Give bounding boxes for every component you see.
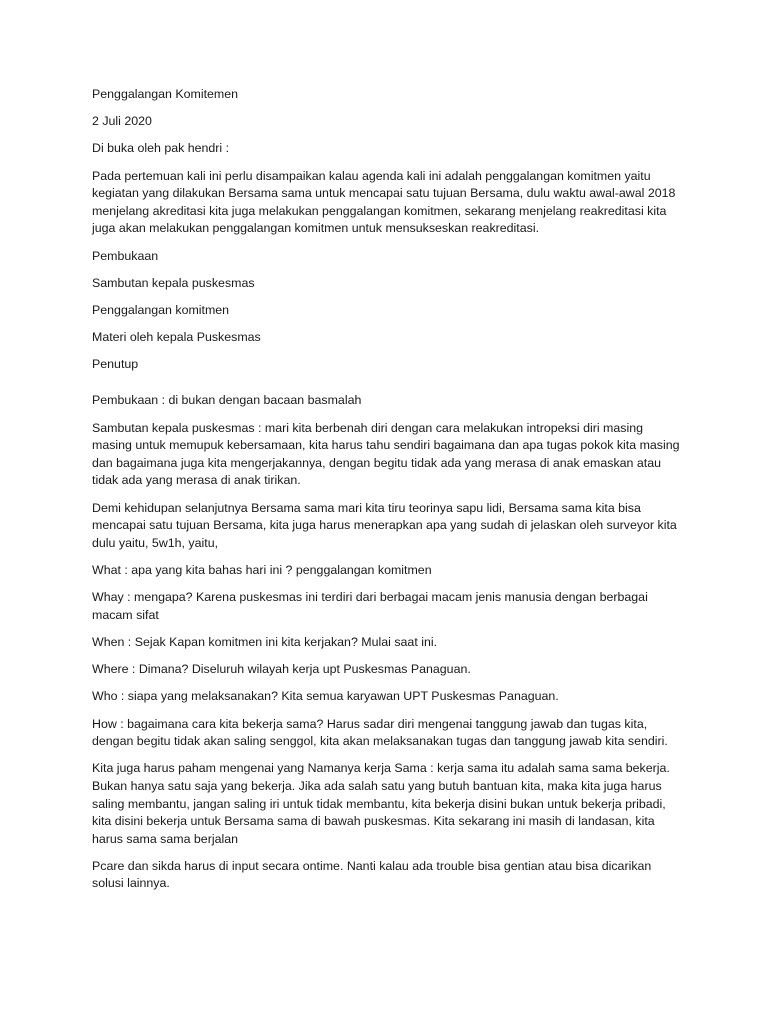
- agenda-item: Penutup: [92, 357, 139, 372]
- paragraph-who: Who : siapa yang melaksanakan? Kita semua karyawan UPT Puskesmas Panaguan.: [92, 689, 559, 704]
- paragraph-what: What : apa yang kita bahas hari ini ? penggalangan komitmen: [92, 563, 432, 577]
- agenda-item: Sambutan kepala puskesmas: [92, 275, 255, 290]
- document-title: Penggalangan Komitemen: [92, 87, 239, 101]
- paragraph-where: Where : Dimana? Diseluruh wilayah kerja upt Puskesmas Panaguan.: [92, 662, 471, 677]
- agenda-item: Materi oleh kepala Puskesmas: [92, 330, 261, 345]
- paragraph-whay: Whay : mengapa? Karena puskesmas ini terdiri dari berbagai macam jenis manusia dengan berbagai macam sifat: [92, 590, 648, 622]
- document-body: [92, 86, 680, 903]
- paragraph-when: When : Sejak Kapan komitmen ini kita kerjakan? Mulai saat ini.: [92, 634, 438, 649]
- section-spacer: [92, 383, 680, 392]
- agenda-item: Pembukaan: [92, 248, 159, 263]
- paragraph-sambutan: Sambutan kepala puskesmas : mari kita berbenah diri dengan cara melakukan intropeksi diri masing masing untuk memupuk kebersamaan, kita harus tahu sendiri bagaimana dan apa tugas pokok kita masing dan bagaimana juga kita mengerjakannya, dengan begitu tidak ada yang merasa di anak emaskan atau tidak ada yang merasa di anak tirikan.: [92, 420, 680, 488]
- paragraph-kerja-sama: Kita juga harus paham mengenai yang Namanya kerja Sama : kerja sama itu adalah sama sama bekerja. Bukan hanya satu saja yang bekerja. Jika ada salah satu yang butuh bantuan kita, maka kita juga harus saling membantu, jangan saling iri untuk tidak membantu, kita bekerja disini bukan untuk bekerja pribadi, kita disini bekerja untuk Bersama sama di bawah puskesmas. Kita sekarang ini masih di landasan, kita harus sama sama berjalan: [92, 761, 670, 846]
- intro-paragraph: Pada pertemuan kali ini perlu disampaikan kalau agenda kali ini adalah penggalangan komitmen yaitu kegiatan yang dilakukan Bersama sama untuk mencapai satu tujuan Bersama, dulu waktu awal-awal 2018 menjelang akreditasi kita juga melakukan penggalangan komitmen, sekarang menjelang reakreditasi kita juga akan melakukan penggalangan komitmen untuk mensukseskan reakreditasi.: [92, 168, 676, 236]
- paragraph-how: How : bagaimana cara kita bekerja sama? Harus sadar diri mengenai tanggung jawab dan tugas kita, dengan begitu tidak akan saling senggol, kita akan melaksanakan tugas dan tanggung jawab kita sendiri.: [92, 716, 668, 749]
- paragraph-pcare-sikda: Pcare dan sikda harus di input secara ontime. Nanti kalau ada trouble bisa gentian atau bisa dicarikan solusi lainnya.: [92, 858, 652, 891]
- agenda-item: Penggalangan komitmen: [92, 302, 230, 317]
- document-date: 2 Juli 2020: [92, 114, 152, 129]
- paragraph-pembukaan: Pembukaan : di bukan dengan bacaan basmalah: [92, 393, 362, 408]
- paragraph-sapu-lidi: Demi kehidupan selanjutnya Bersama sama mari kita tiru teorinya sapu lidi, Bersama sama kita bisa mencapai satu tujuan Bersama, kita juga harus menerapkan apa yang sudah di jelaskan oleh surveyor kita dulu yaitu, 5w1h, yaitu,: [92, 500, 677, 550]
- opened-by-line: Di buka oleh pak hendri :: [92, 141, 230, 156]
